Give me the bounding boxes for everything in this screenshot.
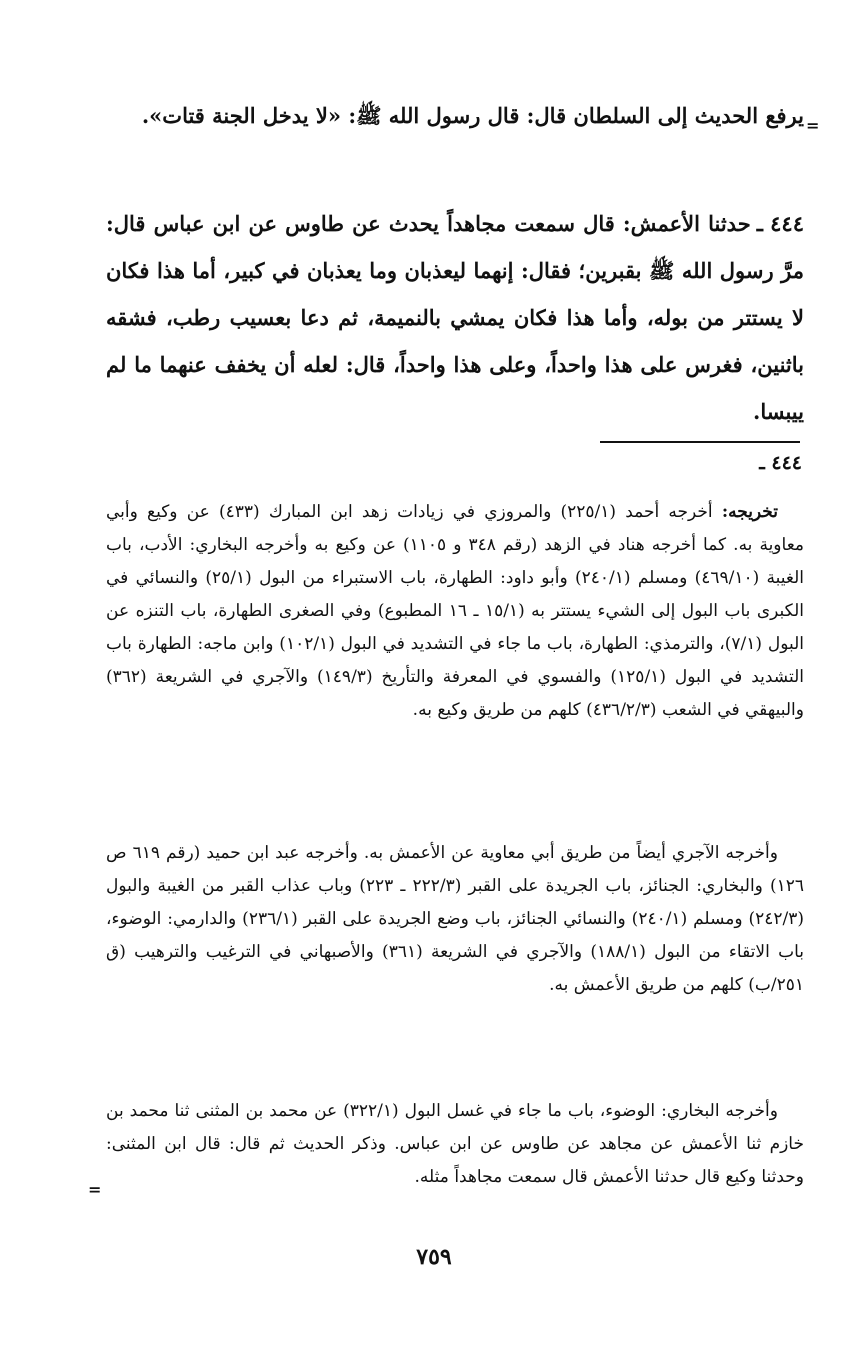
continuation-marker: = xyxy=(806,116,820,135)
footnote-number: ٤٤٤ ـ xyxy=(759,452,802,474)
footnote-paragraph-2: وأخرجه الآجري أيضاً من طريق أبي معاوية عن الأعمش به. وأخرجه عبد ابن حميد (رقم ٦١٩ ص ١٢٦) والبخاري: الجنائز، باب الجريدة على القبر (٢٢٢/٣ ـ ٢٢٣) وباب عذاب القبر من الغيبة والبول (٢٤٢/٣) ومسلم (٢٤٠/١) والنسائي الجنائز، باب وضع الجريدة على القبر (٢٣٦/١) والدارمي: الوضوء، باب الاتقاء من البول (١٨٨/١) والآجري في الشريعة (٣٦١) والأصبهاني في الترغيب والترهيب (ق ٢٥١/ب) كلهم من طريق الأعمش به. xyxy=(106,843,805,995)
footnote-paragraph-1 xyxy=(106,496,804,727)
hadith-text: حدثنا الأعمش: قال سمعت مجاهداً يحدث عن طاوس عن ابن عباس قال: مرَّ رسول الله ﷺ بقبرين؛ فقال: إنهما ليعذبان وما يعذبان في كبير، أما هذا فكان لا يستتر من بوله، وأما هذا فكان يمشي بالنميمة، ثم دعا بعسيب رطب، فشقه باثنين، فغرس على هذا واحداً، وعلى هذا واحداً، قال: لعله أن يخفف عنهما ما لم ييبسا. xyxy=(106,211,804,424)
page-number: ٧٥٩ xyxy=(416,1244,452,1270)
continues-marker: = xyxy=(88,1180,102,1199)
footnote-separator xyxy=(600,441,800,443)
footnote-label: تخريجه: xyxy=(721,502,779,522)
continued-hadith-text: يرفع الحديث إلى السلطان قال: قال رسول الله ﷺ: «لا يدخل الجنة قتات». xyxy=(141,103,804,128)
footnote-paragraph-3: وأخرجه البخاري: الوضوء، باب ما جاء في غسل البول (٣٢٢/١) عن محمد بن المثنى ثنا محمد بن خازم ثنا الأعمش عن مجاهد عن طاوس عن ابن عباس. وذكر الحديث ثم قال: قال ابن المثنى: وحدثنا وكيع قال حدثنا الأعمش قال سمعت مجاهداً مثله. xyxy=(106,1101,804,1187)
hadith-paragraph xyxy=(106,200,804,435)
footnote-text-1: أخرجه أحمد (٢٢٥/١) والمروزي في زيادات زهد ابن المبارك (٤٣٣) عن وكيع وأبي معاوية به. كما أخرجه هناد في الزهد (رقم ٣٤٨ و ١١٠٥) عن وكيع به وأخرجه البخاري: الأدب، باب الغيبة (٤٦٩/١٠) ومسلم (٢٤٠/١) وأبو داود: الطهارة، باب الاستبراء من البول (٢٥/١) والنسائي في الكبرى باب البول إلى الشيء يستتر به (١٥/١ ـ ١٦ المطبوع) وفي الصغرى الطهارة، باب التنزه عن البول (٧/١)، والترمذي: الطهارة، باب ما جاء في التشديد في البول (١٠٢/١) وابن ماجه: الطهارة باب التشديد في البول (١٢٥/١) والفسوي في المعرفة والتأريخ (١٤٩/٣) والآجري في الشريعة (٣٦٢) والبيهقي في الشعب (٤٣٦/٢/٣) كلهم من طريق وكيع به. xyxy=(106,502,805,720)
hadith-number: ٤٤٤ ـ xyxy=(756,211,804,236)
